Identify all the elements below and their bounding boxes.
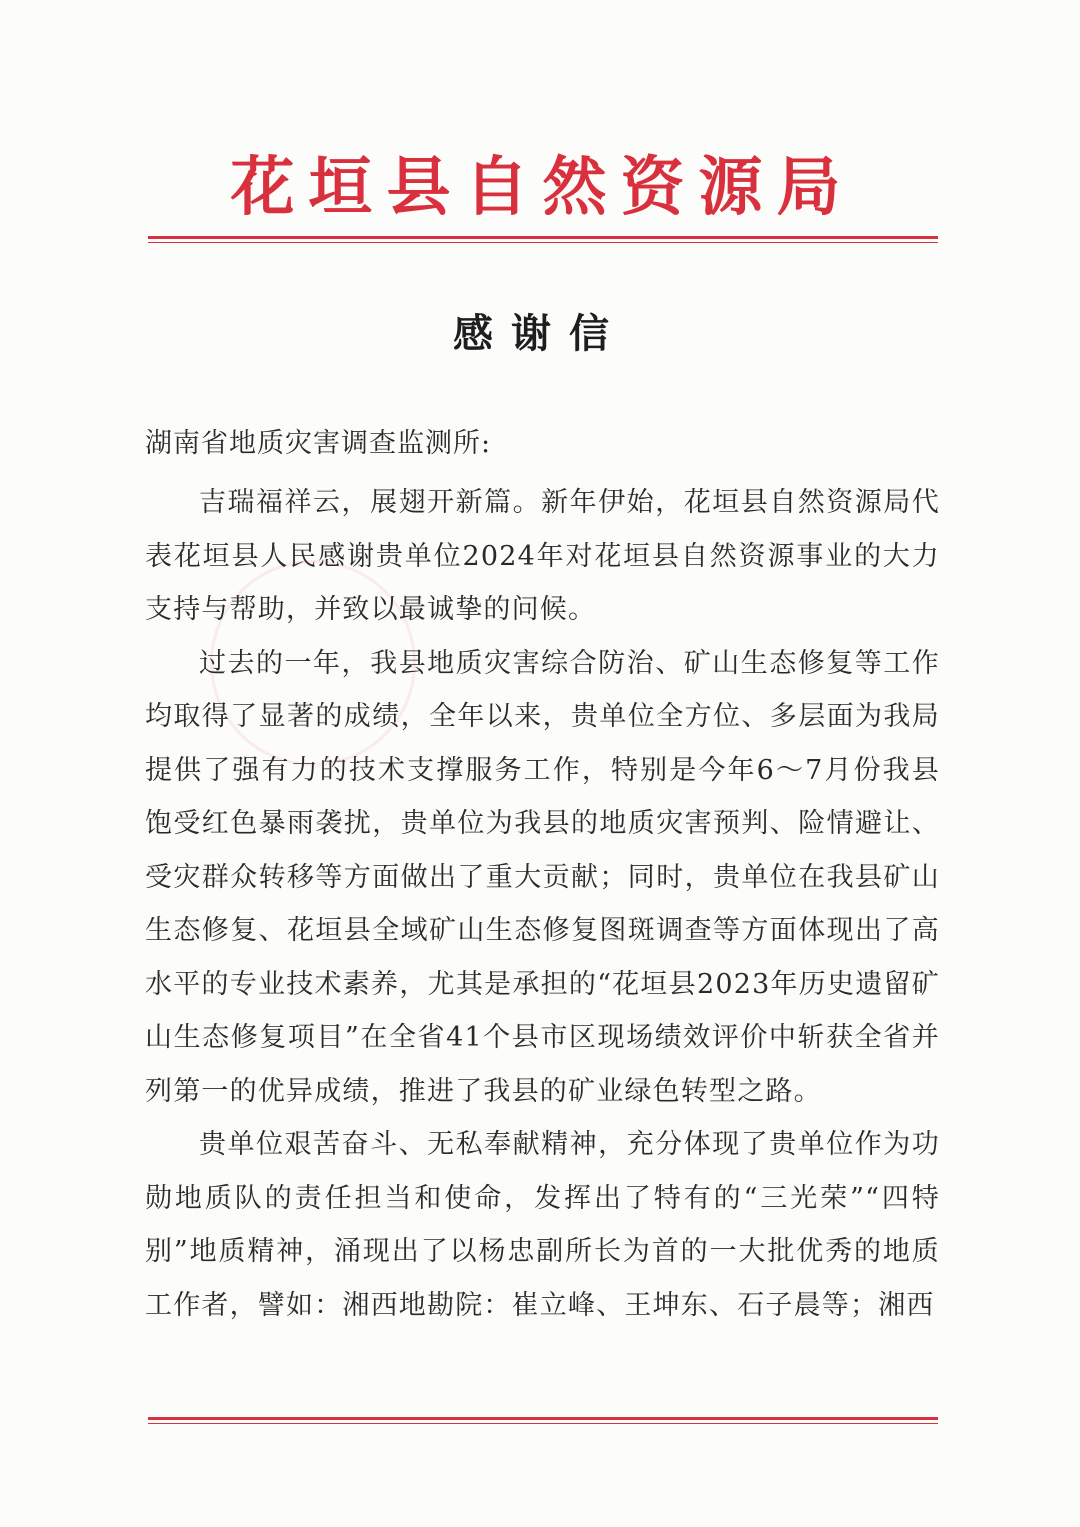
- letter-body: [145, 476, 940, 1332]
- footer-divider: [148, 1417, 938, 1424]
- paragraph: 过去的一年，我县地质灾害综合防治、矿山生态修复等工作均取得了显著的成绩，全年以来，贵单位全方位、多层面为我局提供了强有力的技术支撑服务工作，特别是今年6～7月份我县饱受红色暴雨袭扰，贵单位为我县的地质灾害预判、险情避让、受灾群众转移等方面做出了重大贡献；同时，贵单位在我县矿山生态修复、花垣县全域矿山生态修复图斑调查等方面体现出了高水平的专业技术素养，尤其是承担的“花垣县2023年历史遗留矿山生态修复项目”在全省41个县市区现场绩效评价中斩获全省并列第一的优异成绩，推进了我县的矿业绿色转型之路。: [145, 647, 940, 1107]
- paragraph: 贵单位艰苦奋斗、无私奉献精神，充分体现了贵单位作为功勋地质队的责任担当和使命，发挥出了特有的“三光荣”“四特别”地质精神，涌现出了以杨忠副所长为首的一大批优秀的地质工作者，譬如：湘西地勘院：崔立峰、王坤东、石子晨等；湘西: [145, 1129, 940, 1321]
- header-divider: [148, 236, 938, 243]
- organization-header: 花垣县自然资源局: [230, 151, 855, 225]
- letter-title: 感谢信: [453, 311, 627, 357]
- salutation: 湖南省地质灾害调查监测所:: [145, 428, 492, 459]
- paragraph: 吉瑞福祥云，展翅开新篇。新年伊始，花垣县自然资源局代表花垣县人民感谢贵单位2024年对花垣县自然资源事业的大力支持与帮助，并致以最诚挚的问候。: [145, 487, 940, 625]
